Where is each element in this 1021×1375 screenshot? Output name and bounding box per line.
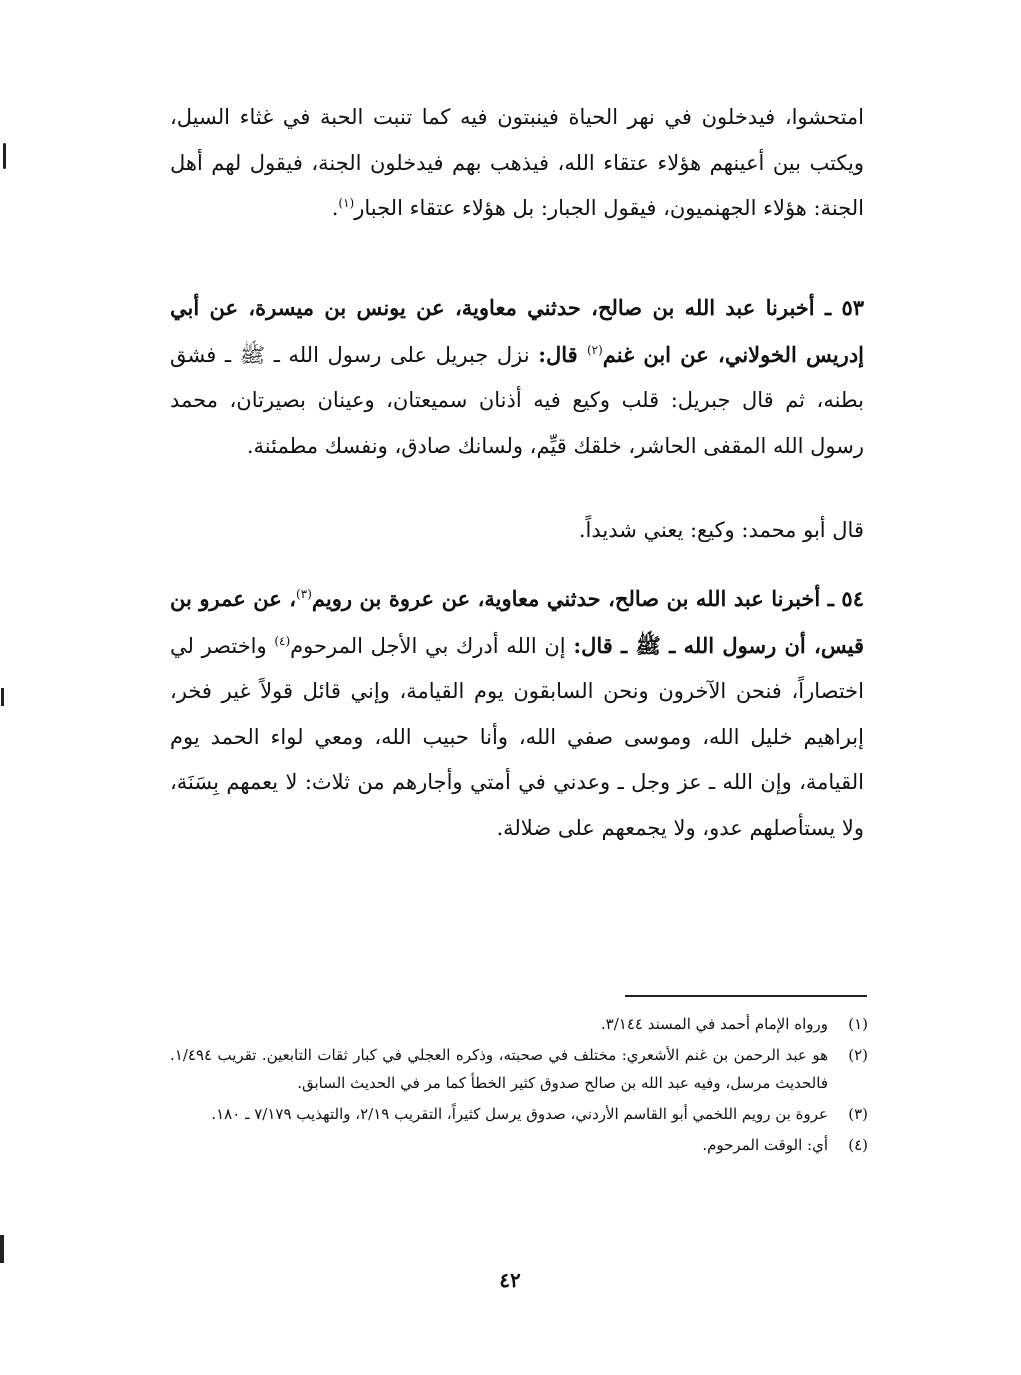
matn-text-rest: واختصر لي اختصاراً، فنحن الآخرون ونحن السابقون يوم القيامة، وإني قائل قولاً غير فخر، إبراهيم خليل الله، وموسى صفي الله، وأنا حبيب الله، ومعي لواء الحمد يوم القيامة، وإن الله ـ عز وجل ـ وعدني في أمتي وأجارهم من ثلاث: لا يعمهم بِسَنَة، ولا يستأصلهم عدو، ولا يجمعهم على ضلالة. (170, 633, 864, 840)
matn-text: إن الله أدرك بي الأجل المرحوم (290, 633, 574, 658)
paragraph-hadith-54 (170, 576, 864, 851)
footnote-ref-1[interactable]: (١) (338, 196, 355, 210)
footnote-ref-2[interactable]: (٢) (586, 342, 603, 357)
footnote-divider (625, 995, 867, 997)
footnote-text: عروة بن رويم اللخمي أبو القاسم الأردني، صدوق يرسل كثيراً، التقريب ٢/١٩، والتهذيب ٧/١٧٩ ـ ١٨٠. (211, 1105, 828, 1123)
footnote-text: ورواه الإمام أحمد في المسند ٣/١٤٤. (600, 1015, 828, 1033)
footnote-text: أي: الوقت المرحوم. (702, 1136, 828, 1154)
paragraph-text: قال أبو محمد: وكيع: يعني شديداً. (578, 518, 864, 542)
footnote-ref-3[interactable]: (٣) (296, 587, 312, 601)
footnote-number: (٢) (848, 1046, 868, 1064)
footnotes-list (170, 1010, 868, 1162)
footnote-item (170, 1041, 868, 1097)
footnote-text: هو عبد الرحمن بن غنم الأشعري: مختلف في صحبته، وذكره العجلي في كبار ثقات التابعين. تقريب ١/٤٩٤. فالحديث مرسل، وفيه عبد الله بن صالح صدوق كثير الخطأ كما مر في الحديث السابق. (170, 1046, 828, 1092)
footnote-number: (١) (848, 1015, 868, 1033)
isnad-text: ٥٣ ـ أخبرنا عبد الله بن صالح، حدثني معاوية، عن يونس بن ميسرة، عن أبي إدريس الخولاني، عن ابن غنم (170, 295, 864, 367)
scan-artifact (3, 143, 6, 169)
footnote-item (170, 1100, 868, 1128)
paragraph-end: . (331, 196, 339, 220)
paragraph-hadith-52-end (170, 95, 864, 232)
paragraph-hadith-53 (170, 285, 864, 469)
footnote-number: (٤) (848, 1136, 868, 1154)
footnote-ref-4[interactable]: (٤) (274, 633, 291, 648)
scan-artifact (1, 688, 4, 706)
footnote-item (170, 1010, 868, 1038)
paragraph-abu-muhammad (170, 508, 864, 554)
isnad-text: ٥٤ ـ أخبرنا عبد الله بن صالح، حدثني معاوية، عن عروة بن رويم (311, 586, 864, 611)
footnote-number: (٣) (848, 1105, 868, 1123)
scan-artifact (0, 1235, 4, 1263)
paragraph-text: امتحشوا، فيدخلون في نهر الحياة فينبتون فيه كما تنبت الحبة في غثاء السيل، ويكتب بين أعينهم هؤلاء عتقاء الله، فيذهب بهم فيدخلون الجنة، فيقول لهم أهل الجنة: هؤلاء الجهنميون، فيقول الجبار: بل هؤلاء عتقاء الجبار (170, 105, 864, 220)
matn-text: نزل جبريل على رسول الله ـ ﷺ ـ فشق بطنه، ثم قال جبريل: قلب وكيع فيه أذنان سميعتان، وعينان بصيرتان، محمد رسول الله المقفى الحاشر، خلقك قيِّم، ولسانك صادق، ونفسك مطمئنة. (170, 342, 864, 458)
isnad-text-2: ، عن عمرو بن قيس، أن رسول الله ـ ﷺ ـ قال: (170, 586, 864, 658)
qala-text: قال: (538, 341, 587, 367)
page-number: ٤٢ (499, 1268, 521, 1292)
footnote-item (170, 1131, 868, 1159)
